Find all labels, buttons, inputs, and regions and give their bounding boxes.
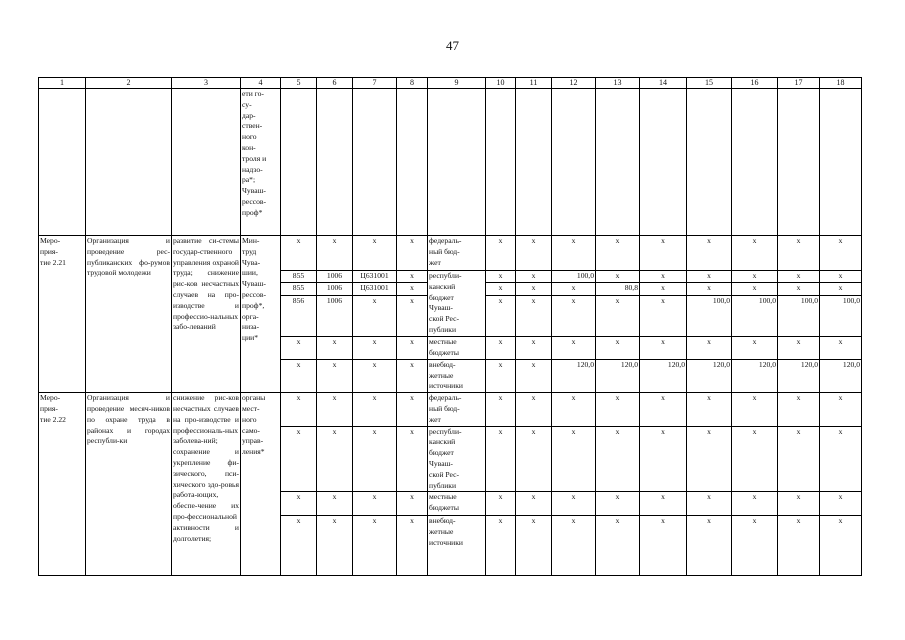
funding-source: местные бюджеты: [428, 336, 486, 359]
column-number-row: [39, 78, 862, 89]
column-number: 2: [86, 78, 172, 89]
funding-value: x: [516, 336, 552, 359]
funding-value: x: [640, 236, 687, 271]
funding-value: x: [596, 426, 640, 492]
funding-value: x: [516, 359, 552, 392]
funding-value: 120,0: [820, 359, 862, 392]
funding-source: республи- канский бюджет Чуваш- ской Рес- публики: [428, 426, 486, 492]
budget-code-cell: x: [397, 271, 428, 283]
funding-value: x: [486, 236, 516, 271]
budget-code-cell: 855: [281, 271, 317, 283]
activity-title: Организация и проведение месяч-ников по охране труда в районах и городах республи-ки: [86, 393, 172, 576]
activity-title: Организация и проведение рес-публиканских фо-румов трудовой молодежи: [86, 236, 172, 393]
column-number: 12: [552, 78, 596, 89]
activity-executor: органы мест- ного само- управ- ления*: [241, 393, 281, 576]
budget-code-cell: x: [353, 492, 397, 516]
funding-value: x: [820, 236, 862, 271]
funding-source: внебюд- жетные источники: [428, 359, 486, 392]
funding-source: внебюд- жетные источники: [428, 516, 486, 576]
funding-value: x: [640, 393, 687, 426]
table-row: [39, 236, 862, 271]
funding-value: x: [820, 336, 862, 359]
funding-value: 80,8: [596, 283, 640, 295]
budget-code-cell: 855: [281, 283, 317, 295]
column-number: 5: [281, 78, 317, 89]
funding-value: x: [820, 492, 862, 516]
funding-value: x: [516, 236, 552, 271]
budget-code-cell: x: [397, 359, 428, 392]
budget-code-cell: x: [317, 492, 353, 516]
funding-value: x: [486, 393, 516, 426]
funding-value: x: [640, 516, 687, 576]
column-number: 6: [317, 78, 353, 89]
column-number: 13: [596, 78, 640, 89]
funding-value: x: [596, 236, 640, 271]
funding-value: x: [820, 271, 862, 283]
budget-code-cell: Ц631001: [353, 271, 397, 283]
funding-value: x: [687, 426, 732, 492]
budget-code-cell: 1006: [317, 271, 353, 283]
column-number: 17: [778, 78, 820, 89]
funding-value: x: [732, 236, 778, 271]
funding-value: x: [486, 295, 516, 336]
budget-code-cell: x: [353, 236, 397, 271]
funding-value: x: [820, 393, 862, 426]
budget-code-cell: x: [397, 295, 428, 336]
budget-code-cell: x: [397, 283, 428, 295]
funding-value: x: [552, 283, 596, 295]
funding-value: x: [820, 283, 862, 295]
funding-value: x: [552, 492, 596, 516]
funding-value: x: [778, 271, 820, 283]
continuation-row: [39, 89, 862, 236]
budget-code-cell: x: [397, 336, 428, 359]
funding-value: 120,0: [552, 359, 596, 392]
budget-code-cell: x: [281, 359, 317, 392]
funding-value: x: [552, 295, 596, 336]
funding-value: x: [486, 359, 516, 392]
budget-code-cell: x: [281, 236, 317, 271]
funding-value: x: [552, 516, 596, 576]
funding-value: 100,0: [687, 295, 732, 336]
activity-number: Меро- прия- тие 2.21: [39, 236, 86, 393]
funding-value: 120,0: [640, 359, 687, 392]
budget-code-cell: x: [397, 492, 428, 516]
column-number: 16: [732, 78, 778, 89]
budget-code-cell: x: [281, 492, 317, 516]
funding-value: x: [778, 426, 820, 492]
funding-source: республи- канский бюджет Чуваш- ской Рес- публики: [428, 271, 486, 337]
funding-value: x: [687, 236, 732, 271]
column-number: 11: [516, 78, 552, 89]
funding-value: 100,0: [820, 295, 862, 336]
funding-value: x: [732, 516, 778, 576]
column-number: 10: [486, 78, 516, 89]
funding-value: x: [640, 492, 687, 516]
funding-value: x: [516, 271, 552, 283]
funding-value: x: [732, 283, 778, 295]
funding-value: x: [732, 336, 778, 359]
funding-value: x: [687, 271, 732, 283]
funding-value: x: [516, 426, 552, 492]
funding-value: x: [486, 283, 516, 295]
funding-value: x: [486, 426, 516, 492]
budget-code-cell: x: [281, 336, 317, 359]
budget-code-cell: x: [281, 426, 317, 492]
funding-value: x: [516, 516, 552, 576]
funding-source: федераль- ный бюд- жет: [428, 393, 486, 426]
program-table: [38, 77, 862, 576]
funding-value: x: [778, 236, 820, 271]
budget-code-cell: x: [353, 359, 397, 392]
funding-value: x: [596, 492, 640, 516]
funding-value: x: [640, 426, 687, 492]
budget-code-cell: x: [317, 516, 353, 576]
page-number: 47: [446, 38, 459, 53]
funding-value: x: [687, 492, 732, 516]
funding-value: x: [778, 393, 820, 426]
activity-goal: развитие си-стемы государ-ственного управления охраной труда; снижение рис-ков несчастных случаев на про-изводстве и профессио-нальных забо-леваний: [172, 236, 241, 393]
funding-value: x: [732, 492, 778, 516]
funding-value: x: [640, 271, 687, 283]
budget-code-cell: x: [353, 516, 397, 576]
column-number: 7: [353, 78, 397, 89]
funding-value: x: [486, 336, 516, 359]
funding-value: x: [778, 492, 820, 516]
funding-value: x: [687, 516, 732, 576]
budget-code-cell: 856: [281, 295, 317, 336]
funding-value: x: [820, 426, 862, 492]
activity-goal: снижение рис-ков несчастных случаев на про-изводстве и профессиональ-ных заболева-ний; сохранение и укрепление фи-зического, пси-хического здо-ровья работа-ющих, обеспе-чение их про-фессиональной активности и долголетия;: [172, 393, 241, 576]
funding-value: x: [596, 336, 640, 359]
funding-value: x: [640, 336, 687, 359]
funding-value: x: [486, 492, 516, 516]
funding-source: федераль- ный бюд- жет: [428, 236, 486, 271]
budget-code-cell: x: [317, 393, 353, 426]
column-number: 3: [172, 78, 241, 89]
funding-value: x: [640, 283, 687, 295]
funding-value: 120,0: [778, 359, 820, 392]
funding-value: x: [552, 336, 596, 359]
funding-value: x: [552, 236, 596, 271]
funding-value: x: [820, 516, 862, 576]
activity-number: Меро- прия- тие 2.22: [39, 393, 86, 576]
funding-value: x: [552, 426, 596, 492]
funding-value: x: [516, 492, 552, 516]
budget-code-cell: x: [353, 295, 397, 336]
funding-value: x: [732, 393, 778, 426]
funding-value: 120,0: [687, 359, 732, 392]
activity-executor: Мин- труд Чува- шии, Чуваш- рессов- проф*, орга- низа- ции*: [241, 236, 281, 393]
budget-code-cell: x: [397, 516, 428, 576]
continued-executor-cell: ети го- су- дар- ствен- ного кон- троля и надзо- ра*; Чуваш- рессов- проф*: [241, 89, 281, 236]
funding-value: x: [486, 271, 516, 283]
budget-code-cell: x: [353, 393, 397, 426]
column-number: 1: [39, 78, 86, 89]
budget-code-cell: x: [317, 359, 353, 392]
budget-code-cell: x: [281, 516, 317, 576]
column-number: 18: [820, 78, 862, 89]
budget-code-cell: x: [397, 426, 428, 492]
funding-value: 120,0: [732, 359, 778, 392]
funding-value: x: [778, 336, 820, 359]
budget-code-cell: x: [353, 336, 397, 359]
column-number: 15: [687, 78, 732, 89]
budget-code-cell: x: [317, 426, 353, 492]
funding-value: x: [596, 295, 640, 336]
budget-code-cell: x: [317, 236, 353, 271]
funding-value: x: [687, 336, 732, 359]
funding-value: x: [596, 393, 640, 426]
funding-value: x: [687, 283, 732, 295]
budget-code-cell: x: [353, 426, 397, 492]
funding-value: 120,0: [596, 359, 640, 392]
funding-value: x: [486, 516, 516, 576]
funding-value: 100,0: [778, 295, 820, 336]
funding-source: местные бюджеты: [428, 492, 486, 516]
column-number: 8: [397, 78, 428, 89]
funding-value: x: [778, 516, 820, 576]
budget-code-cell: 1006: [317, 283, 353, 295]
column-number: 4: [241, 78, 281, 89]
funding-value: x: [516, 283, 552, 295]
funding-value: x: [778, 283, 820, 295]
budget-code-cell: x: [281, 393, 317, 426]
funding-value: 100,0: [552, 271, 596, 283]
budget-code-cell: 1006: [317, 295, 353, 336]
funding-value: 100,0: [732, 295, 778, 336]
funding-value: x: [516, 393, 552, 426]
funding-value: x: [596, 516, 640, 576]
budget-code-cell: x: [397, 236, 428, 271]
column-number: 14: [640, 78, 687, 89]
funding-value: x: [516, 295, 552, 336]
budget-code-cell: x: [397, 393, 428, 426]
budget-code-cell: Ц631001: [353, 283, 397, 295]
budget-code-cell: x: [317, 336, 353, 359]
funding-value: x: [732, 426, 778, 492]
funding-value: x: [687, 393, 732, 426]
funding-value: x: [552, 393, 596, 426]
funding-value: x: [596, 271, 640, 283]
column-number: 9: [428, 78, 486, 89]
funding-value: x: [640, 295, 687, 336]
funding-value: x: [732, 271, 778, 283]
table-row: [39, 393, 862, 426]
